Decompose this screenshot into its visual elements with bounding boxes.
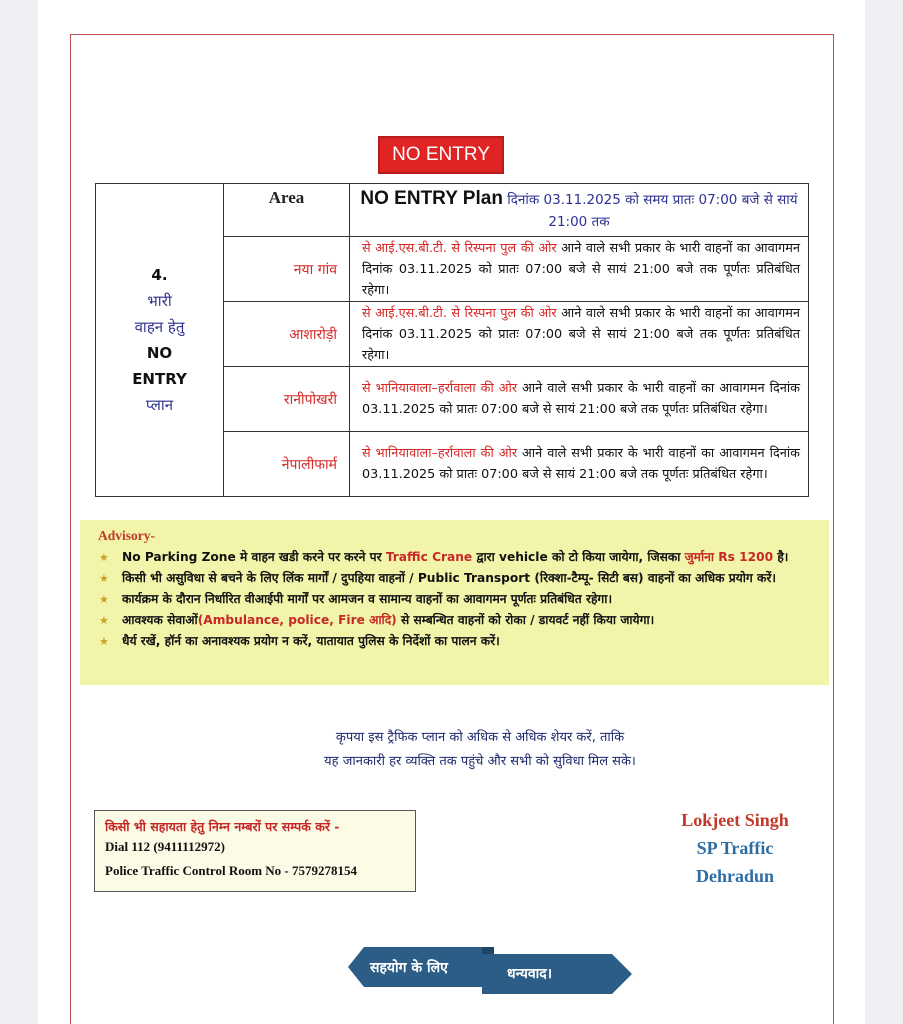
control-room-number: Police Traffic Control Room No - 7579278154 — [105, 863, 358, 878]
table-header-row — [96, 184, 809, 237]
star-bullet-icon: ★ — [99, 593, 109, 606]
side-label-number: 4. — [151, 266, 168, 284]
advisory-highlight: जुर्माना Rs 1200 — [684, 550, 774, 564]
area-name: आशारोड़ी — [224, 302, 350, 367]
arrow-right-icon — [482, 954, 632, 994]
advisory-item — [90, 547, 819, 568]
contact-box — [94, 810, 416, 892]
advisory-item — [90, 631, 819, 652]
officer-place: Dehradun — [695, 866, 775, 886]
thanks-banner-right — [482, 954, 634, 994]
route-text: से भानियावाला–हर्रावाला की ओर — [362, 446, 518, 461]
plan-header-bold: NO ENTRY Plan — [360, 188, 503, 209]
star-bullet-icon: ★ — [99, 614, 109, 627]
contact-title: किसी भी सहायता हेतु निम्न नम्बरों पर सम्पर्क करें - — [105, 819, 340, 834]
dial-number: Dial 112 (9411112972) — [105, 839, 225, 854]
restriction-detail: आने वाले सभी प्रकार के भारी वाहनों का आवागमन दिनांक 03.11.2025 को प्रातः 07:00 बजे से सायं 21:00 बजे तक पूर्णतः प्रतिबंधित रहेगा। — [362, 305, 800, 363]
star-bullet-icon: ★ — [99, 551, 109, 564]
plan-header-text: दिनांक 03.11.2025 को समय प्रातः 07:00 बजे से सायं 21:00 तक — [502, 192, 798, 230]
restriction-detail: आने वाले सभी प्रकार के भारी वाहनों का आवागमन दिनांक 03.11.2025 को प्रातः 07:00 बजे से सायं 21:00 बजे तक पूर्णतः प्रतिबंधित रहेगा। — [362, 240, 800, 298]
share-message — [200, 726, 760, 774]
route-text: से आई.एस.बी.टी. से रिस्पना पुल की ओर — [362, 240, 557, 256]
restriction-text — [350, 432, 809, 497]
plan-column-header — [350, 184, 809, 237]
area-name: नेपालीफार्म — [224, 432, 350, 497]
side-label-cell — [96, 184, 224, 497]
advisory-item — [90, 568, 819, 589]
advisory-item — [90, 610, 819, 631]
restriction-text — [350, 302, 809, 367]
advisory-highlight: Traffic Crane — [385, 550, 473, 564]
side-label-line: भारी — [147, 292, 172, 310]
area-name: नया गांव — [224, 237, 350, 302]
area-name: रानीपोखरी — [224, 367, 350, 432]
advisory-text: द्वारा vehicle को टो किया जायेगा, जिसका — [472, 550, 685, 564]
advisory-text: No Parking Zone मे वाहन खडी करने पर करने पर — [122, 550, 386, 564]
officer-designation: SP Traffic — [696, 838, 774, 858]
restriction-text — [350, 367, 809, 432]
restriction-detail: आने वाले सभी प्रकार के भारी वाहनों का आवागमन दिनांक 03.11.2025 को प्रातः 07:00 बजे से सायं 21:00 बजे तक पूर्णतः प्रतिबंधित रहेगा। — [362, 381, 800, 417]
no-entry-badge: NO ENTRY — [378, 136, 504, 174]
side-label-line: NO — [146, 344, 173, 362]
advisory-item — [90, 589, 819, 610]
advisory-text: से सम्बन्धित वाहनों को रोका / डायवर्ट नहीं किया जायेगा। — [396, 613, 655, 627]
share-line: यह जानकारी हर व्यक्ति तक पहुंचे और सभी को सुविधा मिल सके। — [324, 754, 636, 769]
advisory-text: आवश्यक सेवाओं — [122, 613, 198, 627]
route-text: से आई.एस.बी.टी. से रिस्पना पुल की ओर — [362, 305, 557, 321]
footer-right-text: धन्यवाद। — [507, 966, 553, 982]
no-entry-plan-table — [95, 183, 809, 497]
advisory-title: Advisory- — [98, 528, 155, 543]
advisory-text: है। — [773, 550, 789, 564]
side-label-line: ENTRY — [132, 370, 187, 388]
signature-block — [660, 806, 810, 890]
officer-name: Lokjeet Singh — [681, 810, 789, 830]
side-label-line: प्लान — [145, 396, 174, 414]
footer-left-text: सहयोग के लिए — [370, 960, 448, 976]
restriction-text — [350, 237, 809, 302]
share-line: कृपया इस ट्रैफिक प्लान को अधिक से अधिक शेयर करें, ताकि — [335, 730, 625, 745]
advisory-text: धैर्य रखें, हॉर्न का अनावश्यक प्रयोग न करें, यातायात पुलिस के निर्देशों का पालन करें। — [122, 634, 500, 648]
star-bullet-icon: ★ — [99, 635, 109, 648]
star-bullet-icon: ★ — [99, 572, 109, 585]
route-text: से भानियावाला–हर्रावाला की ओर — [362, 381, 518, 396]
advisory-text: किसी भी असुविधा से बचने के लिए लिंक मार्गों / दुपहिया वाहनों / Public Transport (रिक्शा-टैम्पू- सिटी बस) वाहनों का अधिक प्रयोग करें। — [122, 571, 776, 585]
advisory-box — [80, 520, 829, 685]
advisory-list — [90, 547, 819, 652]
restriction-detail: आने वाले सभी प्रकार के भारी वाहनों का आवागमन दिनांक 03.11.2025 को प्रातः 07:00 बजे से सायं 21:00 बजे तक पूर्णतः प्रतिबंधित रहेगा। — [362, 446, 800, 482]
side-label-line: वाहन हेतु — [134, 318, 185, 336]
advisory-highlight: (Ambulance, police, Fire आदि) — [197, 613, 397, 627]
advisory-text: कार्यक्रम के दौरान निर्धारित वीआईपी मार्गों पर आमजन व सामान्य वाहनों का आवागमन पूर्णतः प्रतिबंधित रहेगा। — [122, 592, 613, 606]
area-column-header: Area — [224, 184, 350, 237]
